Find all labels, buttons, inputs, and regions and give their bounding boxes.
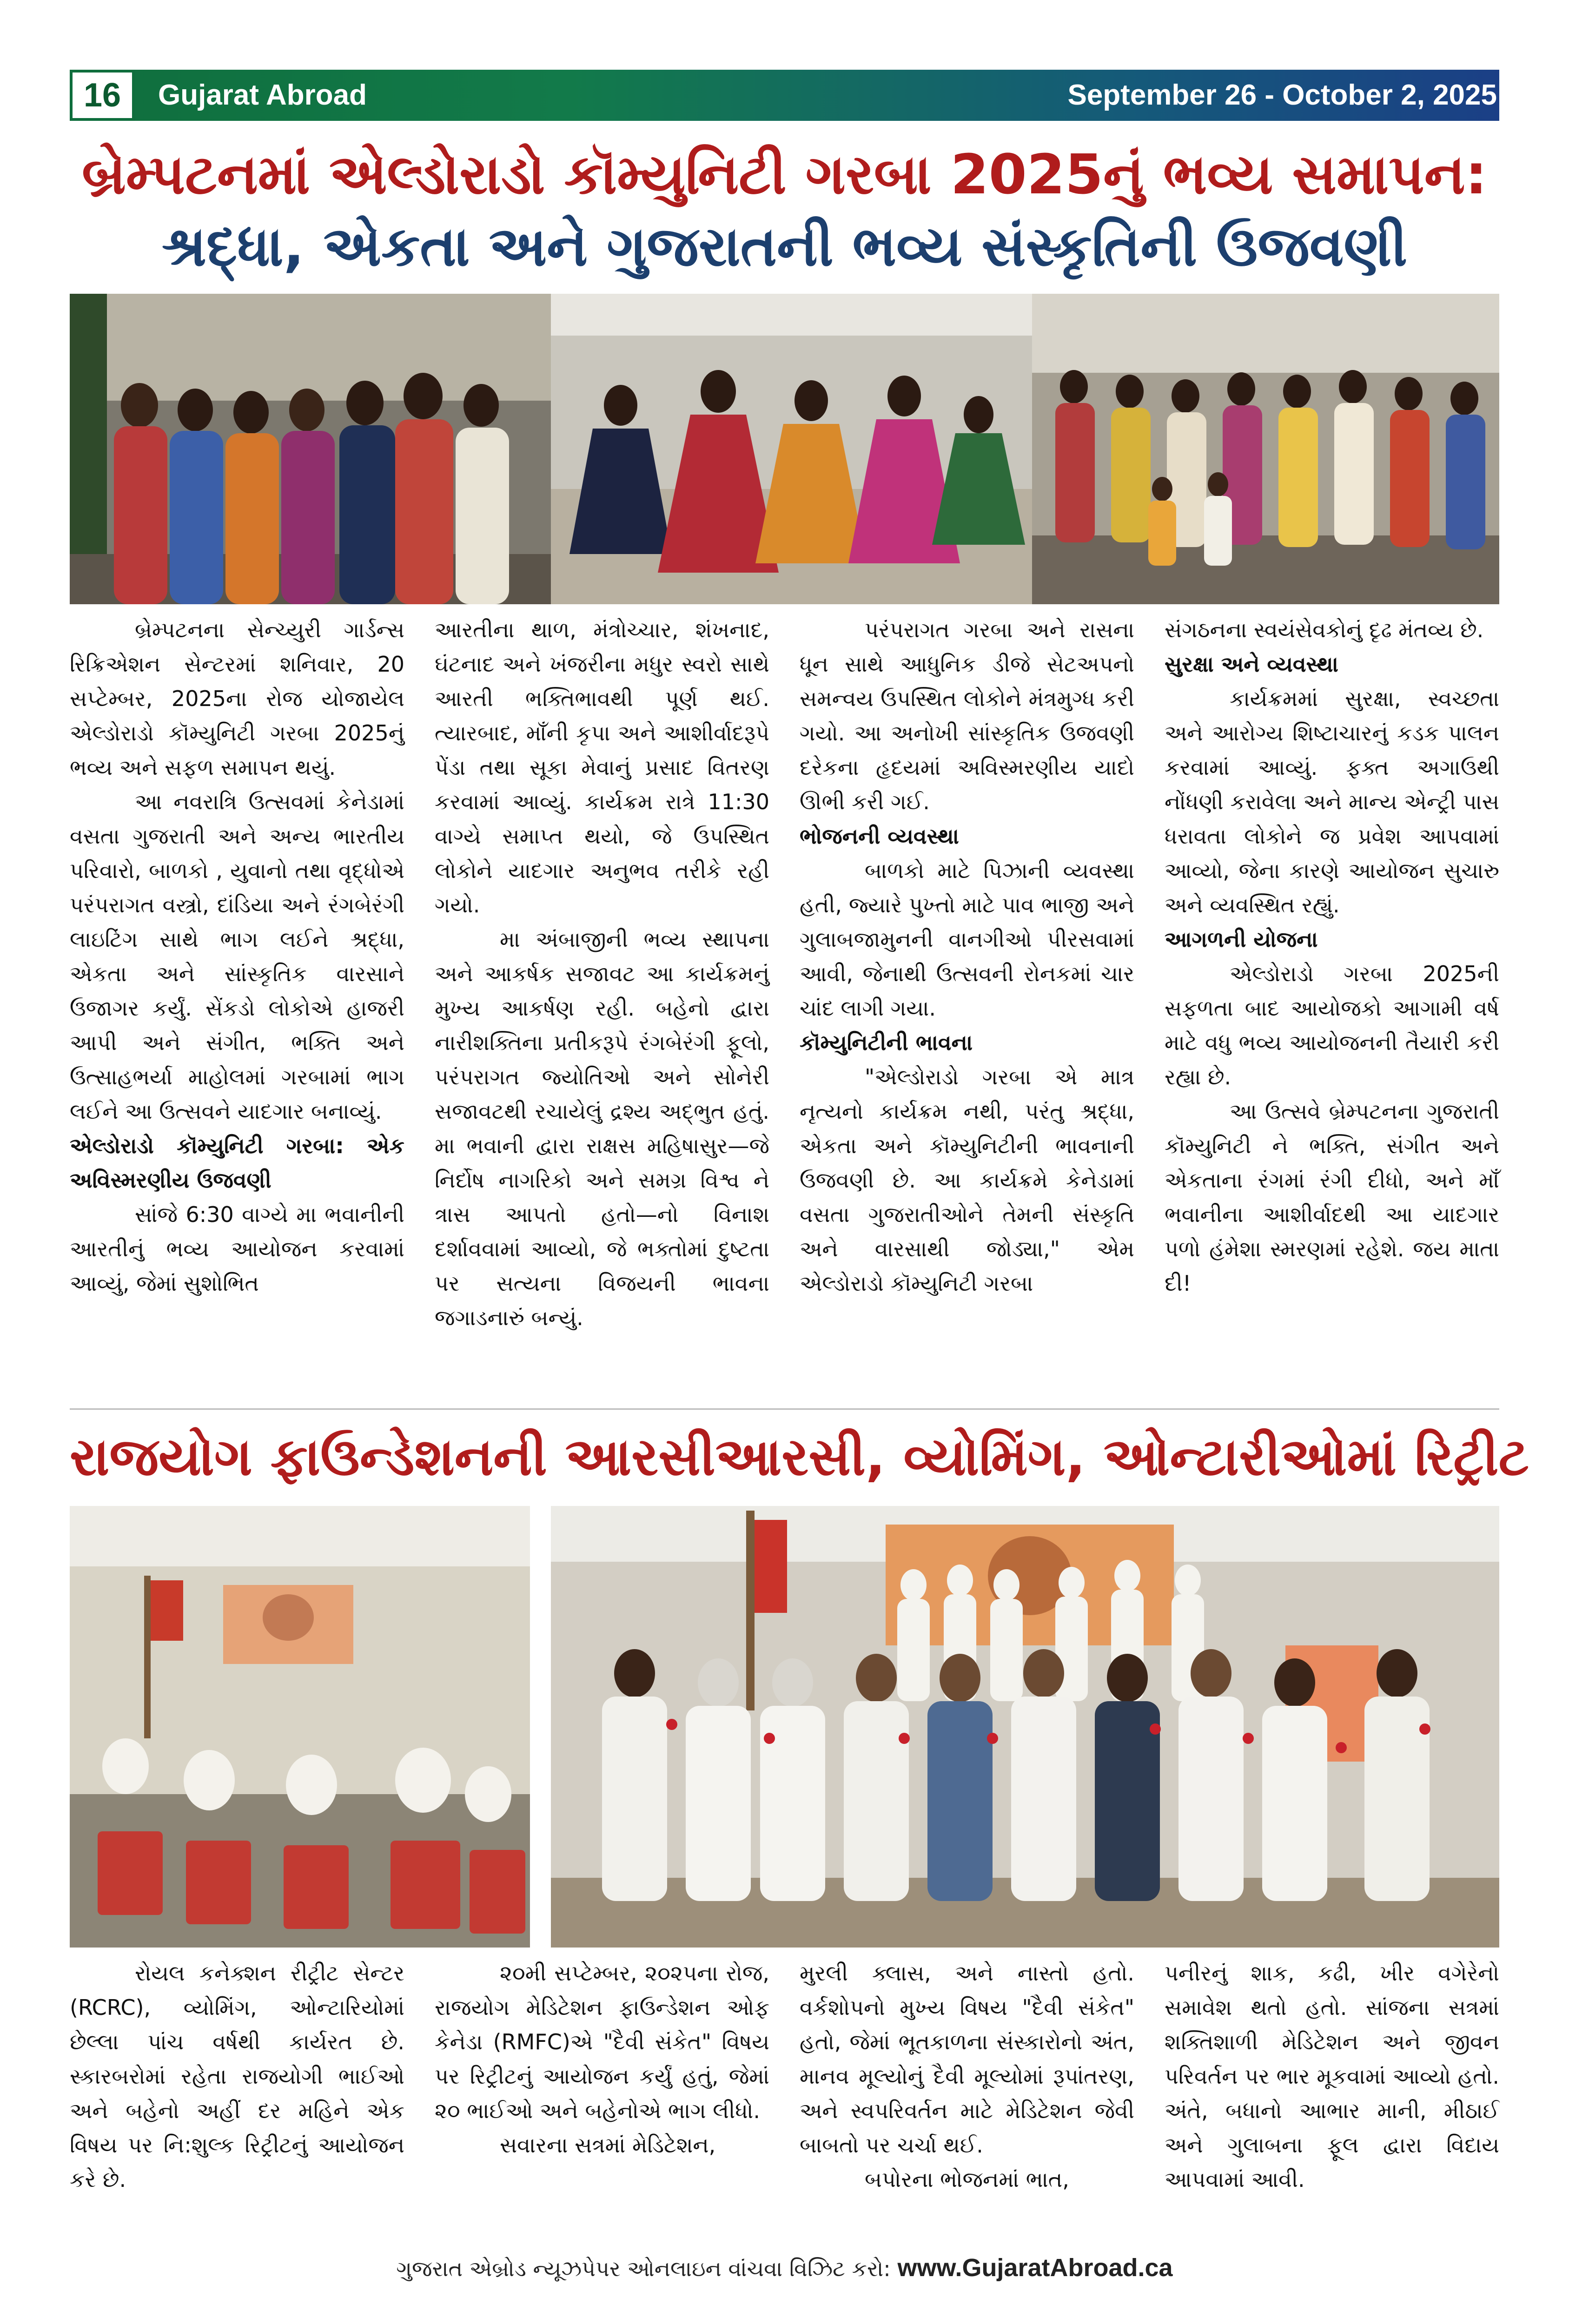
article2-paragraph: બપોરના ભોજનમાં ભાત, xyxy=(865,2167,1069,2192)
article1-subheading: કૉમ્યુનિટીની ભાવના xyxy=(800,1030,973,1055)
article1-subheading: એલ્ડોરાડો કૉમ્યુનિટી ગરબા: એક અવિસ્મરણીય ઉજવણી xyxy=(70,1133,404,1193)
article1-column-2 xyxy=(435,613,769,1335)
article1-subheading: ભોજનની વ્યવસ્થા xyxy=(800,824,959,849)
article1-headline-line2: શ્રદ્ધા, એકતા અને ગુજરાતની ભવ્ય સંસ્કૃતિની ઉજવણી xyxy=(161,214,1408,278)
article1-paragraph: બ્રેમ્પટનના સેન્ચ્યુરી ગાર્ડન્સ રિક્રિએશન સેન્ટરમાં શનિવાર, 20 સપ્ટેમ્બર, 2025ના રોજ યોજાયેલ એલ્ડોરાડો કૉમ્યુનિટી ગરબા 2025નું ભવ્ય અને સફળ સમાપન થયું. xyxy=(70,617,404,780)
article1-column-1 xyxy=(70,613,404,1301)
photo-aarti-group xyxy=(1032,294,1499,604)
page-number: 16 xyxy=(70,70,135,121)
article2-headline: રાજયોગ ફાઉન્ડેશનની આરસીઆરસી, વ્યોમિંગ, ઓન્ટારીઓમાં રિટ્રીટ xyxy=(70,1427,1529,1487)
article1-paragraph: આ નવરાત્રિ ઉત્સવમાં કેનેડામાં વસતા ગુજરાતી અને અન્ય ભારતીય પરિવારો, બાળકો , યુવાનો તથા વૃદ્ધોએ પરંપરાગત વસ્ત્રો, દાંડિયા અને રંગબેરંગી લાઇટિંગ સાથે ભાગ લઈને શ્રદ્ધા, એકતા અને સાંસ્કૃતિક વારસાને ઉજાગર કર્યું. સેંકડો લોકોએ હાજરી આપી અને સંગીત, ભક્તિ અને ઉત્સાહભર્યા માહોલમાં ગરબામાં ભાગ લઈને આ ઉત્સવને યાદગાર બનાવ્યું. xyxy=(70,789,404,1124)
footer-website-link[interactable]: www.GujaratAbroad.ca xyxy=(897,2254,1173,2282)
photo-meditation-hall xyxy=(70,1506,530,1948)
article1-paragraph: સાંજે 6:30 વાગ્યે મા ભવાનીની આરતીનું ભવ્ય આયોજન કરવામાં આવ્યું, જેમાં સુશોભિત xyxy=(70,1202,404,1296)
article1-paragraph: સંગઠનના સ્વયંસેવકોનું દૃઢ મંતવ્ય છે. xyxy=(1165,617,1484,642)
article1-column-4 xyxy=(1165,613,1499,1301)
article1-paragraph: કાર્યક્રમમાં સુરક્ષા, સ્વચ્છતા અને આરોગ્ય શિષ્ટાચારનું કડક પાલન કરવામાં આવ્યું. ફક્ત અગાઉથી નોંધણી કરાવેલા અને માન્ય એન્ટ્રી પાસ ધરાવતા લોકોને જ પ્રવેશ આપવામાં આવ્યો, જેના કારણે આયોજન સુચારુ અને વ્યવસ્થિત રહ્યું. xyxy=(1165,686,1499,918)
article2-paragraph: મુરલી ક્લાસ, અને નાસ્તો હતો. વર્કશોપનો મુખ્ય વિષય "દૈવી સંકેત" હતો, જેમાં ભૂતકાળના સંસ્કારોનો અંત, માનવ મૂલ્યોનું દૈવી મૂલ્યોમાં રૂપાંતરણ, અને સ્વપરિવર્તન માટે મેડિટેશન જેવી બાબતો પર ચર્ચા થઈ. xyxy=(800,1961,1134,2158)
article1-paragraph: "એલ્ડોરાડો ગરબા એ માત્ર નૃત્યનો કાર્યક્રમ નથી, પરંતુ શ્રદ્ધા, એકતા અને કૉમ્યુનિટીની ભાવનાની ઉજવણી છે. આ કાર્યક્રમે કેનેડામાં વસતા ગુજરાતીઓને તેમની સંસ્કૃતિ અને વારસાથી જોડ્યા," એમ એલ્ડોરાડો કૉમ્યુનિટી ગરબા xyxy=(800,1064,1134,1296)
article1-paragraph: આરતીના થાળ, મંત્રોચ્ચાર, શંખનાદ, ઘંટનાદ અને ખંજરીના મધુર સ્વરો સાથે આરતી ભક્તિભાવથી પૂર્ણ થઈ. ત્યારબાદ, માઁની કૃપા અને આશીર્વાદરૂપે પેંડા તથા સૂકા મેવાનું પ્રસાદ વિતરણ કરવામાં આવ્યું. કાર્યક્રમ રાત્રે 11:30 વાગ્યે સમાપ્ત થયો, જે ઉપસ્થિત લોકોને યાદગાર અનુભવ તરીકે રહી ગયો. xyxy=(435,617,769,918)
article1-subheading: સુરક્ષા અને વ્યવસ્થા xyxy=(1165,652,1338,677)
article1-column-3 xyxy=(800,613,1134,1301)
issue-date: September 26 - October 2, 2025 xyxy=(1067,79,1497,111)
article1-paragraph: એલ્ડોરાડો ગરબા 2025ની સફળતા બાદ આયોજકો આગામી વર્ષ માટે વધુ ભવ્ય આયોજનની તૈયારી કરી રહ્યા છે. xyxy=(1165,961,1499,1089)
article1-headline-line1: બ્રેમ્પટનમાં એલ્ડોરાડો કૉમ્યુનિટી ગરબા 2025નું ભવ્ય સમાપન: xyxy=(82,142,1487,206)
photo-women-group xyxy=(70,294,551,604)
article2-column-4 xyxy=(1165,1956,1499,2197)
article1-subheading: આગળની યોજના xyxy=(1165,927,1318,952)
article2-paragraph: પનીરનું શાક, કઢી, ખીર વગેરેનો સમાવેશ થતો હતો. સાંજના સત્રમાં શક્તિશાળી મેડિટેશન અને જીવન પરિવર્તન પર ભાર મૂકવામાં આવ્યો હતો. અંતે, બધાનો આભાર માની, મીઠાઈ અને ગુલાબના ફૂલ દ્વારા વિદાય આપવામાં આવી. xyxy=(1165,1961,1499,2192)
article2-paragraph: ૨૦મી સપ્ટેમ્બર, ૨૦૨૫ના રોજ, રાજયોગ મેડિટેશન ફાઉન્ડેશન ઓફ કેનેડા (RMFC)એ "દૈવી સંકેત" વિષય પર રિટ્રીટનું આયોજન કર્યું હતું, જેમાં ૨૦ ભાઈઓ અને બહેનોએ ભાગ લીધો. xyxy=(435,1961,769,2123)
article2-paragraph: સવારના સત્રમાં મેડિટેશન, xyxy=(500,2133,716,2158)
publication-name: Gujarat Abroad xyxy=(158,79,367,111)
article1-paragraph: બાળકો માટે પિઝાની વ્યવસ્થા હતી, જ્યારે પુખ્તો માટે પાવ ભાજી અને ગુલાબજામુનની વાનગીઓ પીરસવામાં આવી, જેનાથી ઉત્સવની રોનકમાં ચાર ચાંદ લાગી ગયા. xyxy=(800,858,1134,1021)
photo-retreat-group xyxy=(551,1506,1499,1948)
footer-text: ગુજરાત એબ્રોડ ન્યૂઝપેપર ઓનલાઇન વાંચવા વિઝિટ કરો: xyxy=(396,2256,898,2281)
section-divider xyxy=(70,1408,1499,1410)
article2-column-2 xyxy=(435,1956,769,2162)
article1-paragraph: પરંપરાગત ગરબા અને રાસના ધૂન સાથે આધુનિક ડીજે સેટઅપનો સમન્વય ઉપસ્થિત લોકોને મંત્રમુગ્ધ કરી ગયો. આ અનોખી સાંસ્કૃતિક ઉજવણી દરેકના હૃદયમાં અવિસ્મરણીય યાદો ઊભી કરી ગઈ. xyxy=(800,617,1134,814)
article1-paragraph: મા અંબાજીની ભવ્ય સ્થાપના અને આકર્ષક સજાવટ આ કાર્યક્રમનું મુખ્ય આકર્ષણ રહી. બહેનો દ્વારા નારીશક્તિના પ્રતીકરૂપે રંગબેરંગી ફૂલો, પરંપરાગત જ્યોતિઓ અને સોનેરી સજાવટથી રચાયેલું દ્રશ્ય અદ્ભુત હતું. મા ભવાની દ્વારા રાક્ષસ મહિષાસુર—જે નિર્દોષ નાગરિકો અને સમગ્ર વિશ્વ ને ત્રાસ આપતો હતો—નો વિનાશ દર્શાવવામાં આવ્યો, જે ભક્તોમાં દુષ્ટતા પર સત્યના વિજયની ભાવના જગાડનારું બન્યું. xyxy=(435,927,769,1330)
photo-garba-dance xyxy=(551,294,1032,604)
article1-paragraph: આ ઉત્સવે બ્રેમ્પટનના ગુજરાતી કૉમ્યુનિટી ને ભક્તિ, સંગીત અને એકતાના રંગમાં રંગી દીધો, અને માઁ ભવાનીના આશીર્વાદથી આ યાદગાર પળો હંમેશા સ્મરણમાં રહેશે. જય માતા દી! xyxy=(1165,1099,1499,1296)
article2-paragraph: રોયલ કનેક્શન રીટ્રીટ સેન્ટર (RCRC), વ્યોમિંગ, ઓન્ટારિયોમાં છેલ્લા પાંચ વર્ષથી કાર્યરત છે. સ્કારબરોમાં રહેતા રાજયોગી ભાઈઓ અને બહેનો અહીં દર મહિને એક વિષય પર નિ:શુલ્ક રિટ્રીટનું આયોજન કરે છે. xyxy=(70,1961,404,2192)
article2-column-1 xyxy=(70,1956,404,2197)
article2-column-3 xyxy=(800,1956,1134,2197)
footer xyxy=(70,2253,1499,2282)
